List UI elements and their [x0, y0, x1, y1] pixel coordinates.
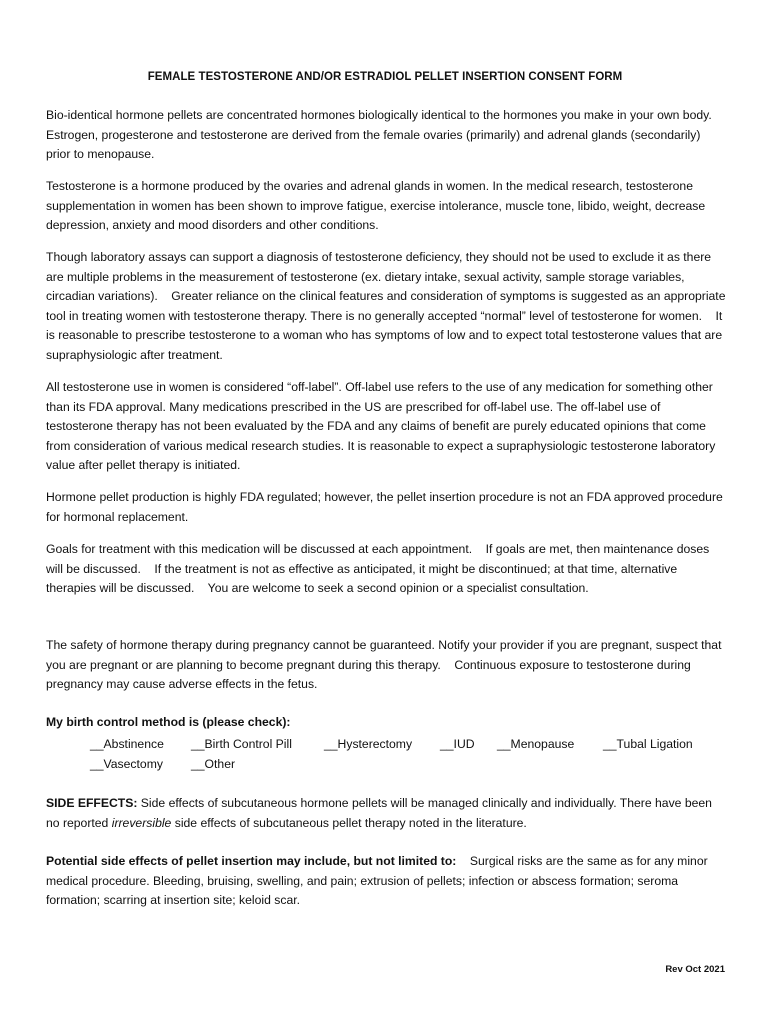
- paragraph-fda-regulation: Hormone pellet production is highly FDA regulated; however, the pellet insertion procedure is not an FDA approved procedure for hormonal replacement.: [46, 490, 723, 524]
- option-hysterectomy[interactable]: __Hysterectomy: [324, 737, 413, 751]
- option-other[interactable]: __Other: [191, 757, 236, 771]
- birth-control-options-row-1: [90, 737, 693, 751]
- side-effects-emphasis: irreversible: [111, 815, 172, 830]
- form-title: FEMALE TESTOSTERONE AND/OR ESTRADIOL PELLET INSERTION CONSENT FORM: [147, 71, 623, 83]
- option-abstinence[interactable]: __Abstinence: [90, 737, 164, 751]
- side-effects-heading: SIDE EFFECTS:: [46, 796, 138, 810]
- option-iud[interactable]: __IUD: [440, 737, 475, 751]
- paragraph-potential-side-effects: [46, 852, 728, 911]
- option-tubal-ligation[interactable]: __Tubal Ligation: [603, 737, 693, 751]
- paragraph-off-label: All testosterone use in women is considered “off-label”. Off-label use refers to the use of any medication for something other than its FDA approval. Many medications prescribed in the US are prescribed for off-label use. The off-label use of testosterone therapy has not been evaluated by the FDA and any claims of benefit are purely educated opinions that come from consideration of various medical research studies. It is reasonable to expect a supraphysiologic testosterone laboratory value after pellet therapy is initiated.: [46, 380, 716, 473]
- side-effects-text-b: side effects of subcutaneous pellet therapy noted in the literature.: [171, 815, 527, 830]
- paragraph-pregnancy: The safety of hormone therapy during pregnancy cannot be guaranteed. Notify your provider if you are pregnant, suspect that you are pregnant or are planning to become pregnant during this therapy. Continuous exposure to testosterone during pregnancy may cause adverse effects in the fetus.: [46, 638, 725, 692]
- potential-side-effects-heading: Potential side effects of pellet insertion may include, but not limited to:: [46, 854, 457, 868]
- paragraph-treatment-goals: Goals for treatment with this medication will be discussed at each appointment. If goals are met, then maintenance doses will be discussed. If the treatment is not as effective as anticipated, it might be discontinued; at that time, alternative therapies will be discussed. You are welcome to seek a second opinion or a specialist consultation.: [46, 542, 713, 596]
- paragraph-testosterone: Testosterone is a hormone produced by the ovaries and adrenal glands in women. In the medical research, testosterone supplementation in women has been shown to improve fatigue, exercise intolerance, muscle tone, libido, weight, decrease depression, anxiety and mood disorders and other conditions.: [46, 179, 706, 233]
- paragraph-side-effects: [46, 794, 728, 833]
- option-menopause[interactable]: __Menopause: [497, 737, 575, 751]
- revision-date: Rev Oct 2021: [665, 964, 725, 975]
- option-birth-control-pill[interactable]: __Birth Control Pill: [191, 737, 292, 751]
- potential-side-effects-text: Surgical risks are the same as for any minor medical procedure. Bleeding, bruising, swelling, and pain; extrusion of pellets; infection or abscess formation; seroma formation; scarring at insertion site; keloid scar.: [46, 854, 712, 908]
- paragraph-laboratory-assays: Though laboratory assays can support a diagnosis of testosterone deficiency, they should not be used to exclude it as there are multiple problems in the measurement of testosterone (ex. dietary intake, sexual activity, sample storage variables, circadian variations). Greater reliance on the clinical features and consideration of symptoms is suggested as an appropriate tool in treating women with testosterone therapy. There is no generally accepted “normal” level of testosterone for women. It is reasonable to prescribe testosterone to a woman who has symptoms of low and to expect total testosterone values that are supraphysiologic after treatment.: [46, 250, 729, 362]
- paragraph-bio-identical: Bio-identical hormone pellets are concentrated hormones biologically identical to the hormones you make in your own body. Estrogen, progesterone and testosterone are derived from the female ovaries (primarily) and adrenal glands (secondarily) prior to menopause.: [46, 108, 712, 162]
- option-vasectomy[interactable]: __Vasectomy: [90, 757, 163, 771]
- birth-control-options-row-2: [90, 757, 235, 771]
- birth-control-heading: My birth control method is (please check):: [46, 715, 291, 729]
- side-effects-text-a: Side effects of subcutaneous hormone pellets will be managed clinically and individually. There have been no reported: [46, 796, 712, 830]
